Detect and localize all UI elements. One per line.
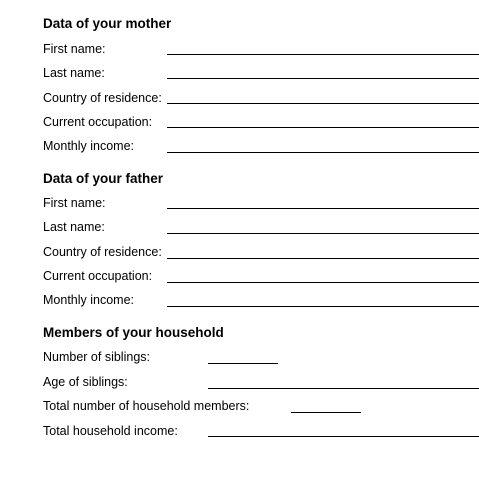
father-first-name-label: First name: (43, 196, 106, 210)
mother-income-field[interactable] (167, 152, 479, 153)
mother-occupation-field[interactable] (167, 127, 479, 128)
mother-country-label: Country of residence: (43, 91, 162, 105)
father-income-field[interactable] (167, 306, 479, 307)
siblings-age-field[interactable] (208, 388, 479, 389)
mother-first-name-field[interactable] (167, 54, 479, 55)
father-section-heading: Data of your father (43, 171, 164, 186)
total-income-field[interactable] (208, 436, 479, 437)
father-occupation-field[interactable] (167, 282, 479, 283)
total-income-label: Total household income: (43, 424, 178, 438)
mother-first-name-label: First name: (43, 42, 106, 56)
total-members-field[interactable] (291, 412, 361, 413)
father-first-name-field[interactable] (167, 208, 479, 209)
father-country-field[interactable] (167, 258, 479, 259)
mother-country-field[interactable] (167, 103, 479, 104)
mother-last-name-label: Last name: (43, 66, 105, 80)
mother-income-label: Monthly income: (43, 139, 135, 153)
mother-last-name-field[interactable] (167, 78, 479, 79)
father-country-label: Country of residence: (43, 245, 162, 259)
mother-occupation-label: Current occupation: (43, 115, 153, 129)
siblings-count-field[interactable] (208, 363, 278, 364)
household-section-heading: Members of your household (43, 325, 224, 340)
siblings-count-label: Number of siblings: (43, 350, 150, 364)
father-last-name-field[interactable] (167, 233, 479, 234)
father-income-label: Monthly income: (43, 293, 135, 307)
mother-section-heading: Data of your mother (43, 16, 172, 31)
father-occupation-label: Current occupation: (43, 269, 153, 283)
siblings-age-label: Age of siblings: (43, 375, 128, 389)
father-last-name-label: Last name: (43, 220, 105, 234)
total-members-label: Total number of household members: (43, 399, 250, 413)
